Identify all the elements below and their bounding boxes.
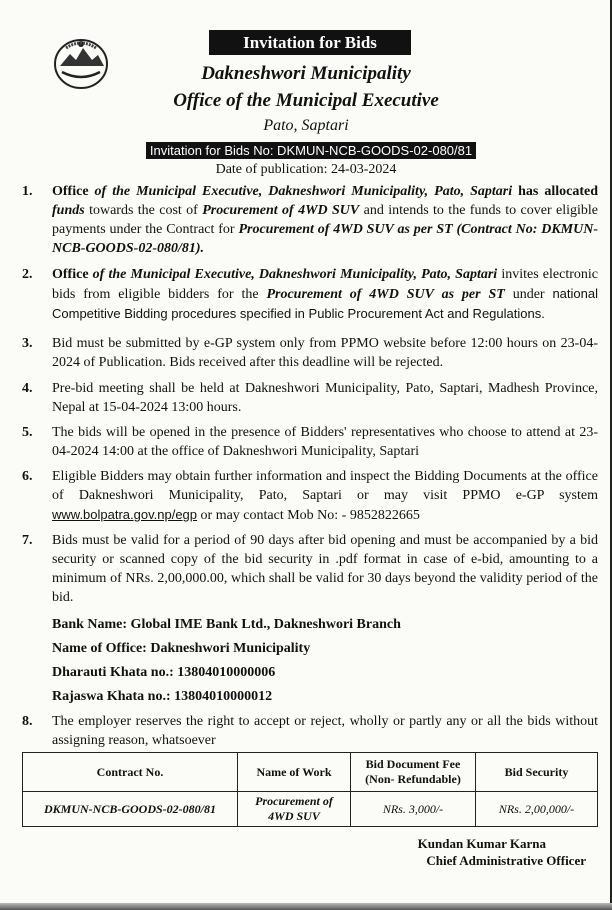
website-link[interactable]: www.bolpatra.gov.np/egp	[52, 507, 198, 522]
table-row	[23, 792, 598, 827]
notice-title: Invitation for Bids	[209, 30, 411, 55]
item-text	[52, 182, 598, 258]
text-run: invites electronic bids from eligible bidders for the	[52, 267, 598, 302]
document-fee-cell: NRs. 3,000/-	[351, 792, 476, 827]
text-run: Procurement of 4WD SUV as per ST	[266, 287, 505, 302]
item-7	[22, 531, 598, 607]
text-run: or may contact Mob No: - 9852822665	[197, 508, 420, 523]
text-run: towards the cost of	[84, 203, 203, 218]
item-text	[52, 712, 598, 750]
office-name: Office of the Municipal Executive	[173, 90, 439, 111]
work-name-cell: Procurement of 4WD SUV	[238, 792, 351, 827]
text-run: Bid must be submitted by e-GP system only from PPMO website before 12:00 hours on 23-04-2024 of Publication. Bids received after this deadline will be rejected.	[52, 336, 598, 370]
column-header: Bid Security	[476, 753, 598, 792]
text-run: has allocated	[518, 184, 598, 199]
item-number: 5.	[22, 425, 33, 440]
item-5	[22, 423, 598, 461]
text-run: under	[504, 287, 553, 302]
dharauti-account: Dharauti Khata no.: 13804010000006	[52, 665, 276, 680]
text-run: Office	[52, 267, 93, 282]
item-number: 7.	[22, 533, 33, 548]
text-run: of the Municipal Executive, Dakneshwori Municipality, Pato, Saptari	[94, 184, 519, 199]
text-run: Eligible Bidders may obtain further information and inspect the Bidding Documents at the office of Dakneshwori Municipality, Pato, Saptari or may visit PPMO e-GP system	[52, 469, 598, 503]
column-header: Bid Document Fee (Non- Refundable)	[351, 753, 476, 792]
text-run: Office	[52, 184, 95, 199]
invitation-reference: Invitation for Bids No: DKMUN-NCB-GOODS-02-080/81	[146, 142, 476, 159]
item-number: 8.	[22, 714, 33, 729]
column-header: Name of Work	[238, 753, 351, 792]
item-1	[22, 182, 598, 258]
contract-no-cell: DKMUN-NCB-GOODS-02-080/81	[23, 792, 238, 827]
item-text	[52, 265, 598, 324]
text-run: Pre-bid meeting shall be held at Dakneshwori Municipality, Pato, Saptari, Madhesh Province, Nepal at 15-04-2024 13:00 hours.	[52, 381, 598, 415]
item-6	[22, 467, 598, 525]
text-run: of the Municipal Executive, Dakneshwori Municipality, Pato, Saptari	[92, 267, 498, 282]
item-8	[22, 712, 598, 750]
item-number: 1.	[22, 184, 33, 199]
rajaswa-account: Rajaswa Khata no.: 13804010000012	[52, 689, 273, 704]
item-text	[52, 531, 598, 607]
column-header: Contract No.	[23, 753, 238, 792]
signatory-name: Kundan Kumar Karna	[417, 836, 546, 851]
text-run: The employer reserves the right to accept or reject, wholly or partly any or all the bids without assigning reason, whatsoever	[52, 714, 598, 748]
bank-name: Bank Name: Global IME Bank Ltd., Dakneshwori Branch	[52, 617, 401, 632]
bid-security-cell: NRs. 2,00,000/-	[476, 792, 598, 827]
scan-edge	[0, 903, 612, 910]
item-text	[52, 334, 598, 372]
text-run: and intends to the funds to cover eligible payments under the Contract for	[52, 203, 598, 237]
item-number: 6.	[22, 469, 33, 484]
location: Pato, Saptari	[263, 117, 349, 134]
signatory-designation: Chief Administrative Officer	[426, 853, 586, 868]
text-run: Bids must be valid for a period of 90 days after bid opening and must be accompanied by a bid security or scanned copy of the bid security in .pdf format in case of e-bid, amounting to a minimum of NRs. 2,00,000.00, which shall be valid for 30 days beyond the validity period of the bid.	[52, 533, 598, 605]
publication-date: Date of publication: 24-03-2024	[215, 162, 397, 177]
text-run: Procurement of 4WD SUV as per ST (Contract No: DKMUN-NCB-GOODS-02-080/81).	[52, 222, 598, 256]
municipality-name: Dakneshwori Municipality	[201, 63, 411, 84]
item-2	[22, 265, 598, 324]
text-run: The bids will be opened in the presence of Bidders' representatives who choose to attend at 23-04-2024 14:00 at the office of Dakneshwori Municipality, Saptari	[52, 425, 598, 459]
item-text	[52, 423, 598, 461]
text-run: funds	[52, 203, 85, 218]
item-text	[52, 467, 598, 525]
text-run: national Competitive Bidding procedures specified in Public Procurement Act and Regulations.	[52, 286, 598, 321]
item-number: 3.	[22, 336, 33, 351]
item-number: 2.	[22, 267, 33, 282]
item-3	[22, 334, 598, 372]
table-header-row	[23, 753, 598, 792]
office-account-name: Name of Office: Dakneshwori Municipality	[52, 641, 311, 656]
item-text	[52, 379, 598, 417]
item-4	[22, 379, 598, 417]
bid-details-table	[22, 752, 598, 827]
text-run: Procurement of 4WD SUV	[202, 203, 360, 218]
item-number: 4.	[22, 381, 33, 396]
